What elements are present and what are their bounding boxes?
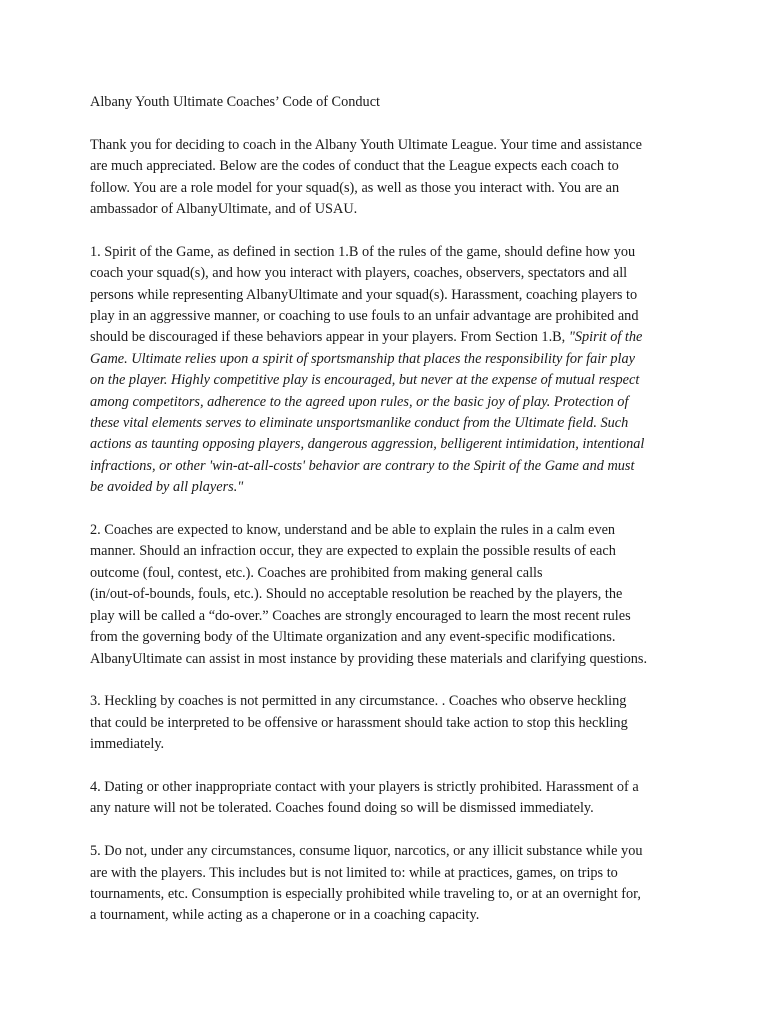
section-2-line: (in/out-of-bounds, fouls, etc.). Should no acceptable resolution be reached by the players, the xyxy=(90,586,623,603)
intro-line: are much appreciated. Below are the codes of conduct that the League expects each coach to xyxy=(90,158,619,175)
intro-paragraph xyxy=(90,135,690,221)
section-5-line: are with the players. This includes but is not limited to: while at practices, games, on trips to xyxy=(90,864,618,881)
spirit-quote-line: actions as taunting opposing players, dangerous aggression, belligerent intimidation, intentional xyxy=(90,436,645,453)
section-1-line-text: should be discouraged if these behaviors appear in your players. From Section 1.B, xyxy=(90,329,569,346)
section-3-line: 3. Heckling by coaches is not permitted in any circumstance. . Coaches who observe heckling xyxy=(90,693,627,710)
section-1-line: persons while representing AlbanyUltimate and your squad(s). Harassment, coaching players to xyxy=(90,286,638,303)
section-2-line: from the governing body of the Ultimate organization and any event-specific modifications. xyxy=(90,629,616,646)
section-1-line: play in an aggressive manner, or coaching to use fouls to an unfair advantage are prohibited and xyxy=(90,308,639,325)
document-body xyxy=(90,92,690,948)
section-2-line: manner. Should an infraction occur, they are expected to explain the possible results of each xyxy=(90,543,616,560)
document-title: Albany Youth Ultimate Coaches’ Code of Conduct xyxy=(90,94,381,110)
section-5-paragraph xyxy=(90,841,690,927)
section-5-line: 5. Do not, under any circumstances, consume liquor, narcotics, or any illicit substance while you xyxy=(90,843,643,860)
section-1-paragraph xyxy=(90,242,690,499)
section-1-line: coach your squad(s), and how you interact with players, coaches, observers, spectators and all xyxy=(90,265,628,282)
spirit-quote-line: on the player. Highly competitive play is encouraged, but never at the expense of mutual respect xyxy=(90,372,640,389)
section-2-line: outcome (foul, contest, etc.). Coaches are prohibited from making general calls xyxy=(90,564,543,581)
spirit-quote-line: infractions, or other 'win-at-all-costs' behavior are contrary to the Spirit of the Game and must xyxy=(90,457,635,474)
section-4-line: any nature will not be tolerated. Coaches found doing so will be dismissed immediately. xyxy=(90,800,594,817)
section-2-line: AlbanyUltimate can assist in most instance by providing these materials and clarifying questions. xyxy=(90,650,648,667)
section-3-line: immediately. xyxy=(90,736,165,753)
section-4-line: 4. Dating or other inappropriate contact with your players is strictly prohibited. Harassment of a xyxy=(90,778,639,795)
spirit-quote-start: "Spirit of the xyxy=(568,329,643,346)
section-3-line: that could be interpreted to be offensive or harassment should take action to stop this heckling xyxy=(90,714,628,731)
section-2-line: 2. Coaches are expected to know, understand and be able to explain the rules in a calm even xyxy=(90,522,616,539)
section-2-paragraph xyxy=(90,520,690,670)
intro-line: Thank you for deciding to coach in the Albany Youth Ultimate League. Your time and assistance xyxy=(90,136,642,153)
section-5-line: a tournament, while acting as a chaperone or in a coaching capacity. xyxy=(90,907,480,924)
intro-line: follow. You are a role model for your squad(s), as well as those you interact with. You are an xyxy=(90,179,620,196)
spirit-quote-line: Game. Ultimate relies upon a spirit of sportsmanship that places the responsibility for fair play xyxy=(90,350,635,367)
section-5-line: tournaments, etc. Consumption is especially prohibited while traveling to, or at an overnight for, xyxy=(90,885,641,902)
spirit-quote-line: among competitors, adherence to the agreed upon rules, or the basic joy of play. Protection of xyxy=(90,393,629,410)
spirit-quote-line: be avoided by all players." xyxy=(90,479,244,496)
section-3-paragraph xyxy=(90,691,690,755)
section-1-line: 1. Spirit of the Game, as defined in section 1.B of the rules of the game, should define how you xyxy=(90,243,636,260)
section-1-line xyxy=(90,327,690,348)
section-4-paragraph xyxy=(90,777,690,820)
spirit-quote-line: these vital elements serves to eliminate unsportsmanlike conduct from the Ultimate field. Such xyxy=(90,415,629,432)
section-2-line: play will be called a “do-over.” Coaches are strongly encouraged to learn the most recent rules xyxy=(90,607,631,624)
intro-line: ambassador of AlbanyUltimate, and of USAU. xyxy=(90,201,358,218)
